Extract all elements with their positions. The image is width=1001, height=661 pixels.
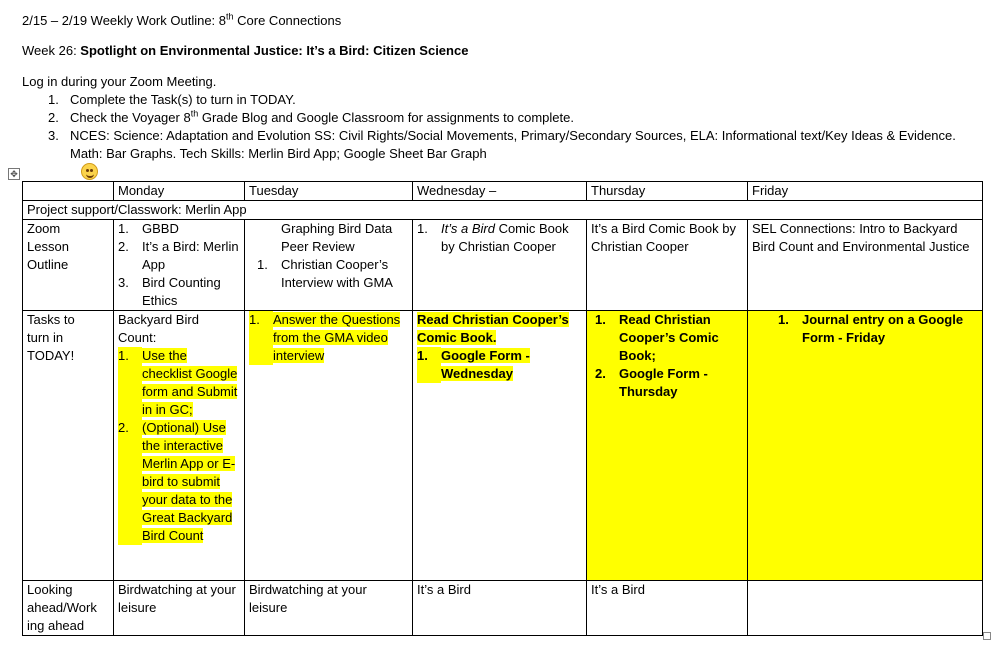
list-item: 2. (Optional) Use the interactive Merlin App or E-bird to submit your data to the Great Backyard Bird Count <box>118 420 236 543</box>
header-monday: Monday <box>114 182 245 201</box>
looking-ahead-row <box>23 581 983 636</box>
zoom-outline-row <box>23 220 983 311</box>
header-wednesday: Wednesday – <box>413 182 587 201</box>
list-item: 1. It’s a Bird Comic Book by Christian Cooper <box>417 221 569 254</box>
header-thursday: Thursday <box>587 182 748 201</box>
tasks-row <box>23 311 983 581</box>
step-1: 1. Complete the Task(s) to turn in TODAY. <box>48 92 296 107</box>
list-item: 1. GBBD <box>118 221 179 236</box>
ahead-label-cell: Looking ahead/Work ing ahead <box>23 581 114 636</box>
tasks-monday-cell: Backyard Bird Count: 1. Use the checklist Google form and Submit in in GC; 2. (Optional) Use the interactive Merlin App or E-bird to submit your data to the Great Backyard Bird Count <box>114 311 245 581</box>
week-heading: Week 26: Spotlight on Environmental Justice: It’s a Bird: Citizen Science <box>22 43 469 58</box>
table-move-handle-icon[interactable]: ✥ <box>8 168 20 180</box>
header-cell-blank <box>23 182 114 201</box>
header-row <box>23 182 983 201</box>
list-item: 1. Journal entry on a Google Form - Friday <box>778 312 964 345</box>
list-item: 1. Christian Cooper’s Interview with GMA <box>257 257 393 290</box>
zoom-monday-cell <box>114 220 245 311</box>
list-item: 3. Bird Counting Ethics <box>118 275 221 308</box>
zoom-thursday-cell: It’s a Bird Comic Book by Christian Cooper <box>587 220 748 311</box>
header-friday: Friday <box>748 182 983 201</box>
zoom-wednesday-cell <box>413 220 587 311</box>
ahead-tuesday-cell: Birdwatching at your leisure <box>245 581 413 636</box>
step-3-continued: Math: Bar Graphs. Tech Skills: Merlin Bird App; Google Sheet Bar Graph <box>70 146 487 161</box>
list-item: 1. Google Form - Wednesday <box>417 348 530 381</box>
project-support-cell: Project support/Classwork: Merlin App <box>23 201 983 220</box>
step-3: 3. NCES: Science: Adaptation and Evolution SS: Civil Rights/Social Movements, Primary/Secondary Sources, ELA: Informational text/Key Ideas & Evidence. <box>48 128 956 143</box>
ahead-wednesday-cell: It’s a Bird <box>413 581 587 636</box>
zoom-friday-cell: SEL Connections: Intro to Backyard Bird Count and Environmental Justice <box>748 220 983 311</box>
step-2: 2. Check the Voyager 8th Grade Blog and Google Classroom for assignments to complete. <box>48 108 574 125</box>
ahead-friday-cell <box>748 581 983 636</box>
list-item: 1. Use the checklist Google form and Submit in in GC; <box>118 348 238 417</box>
zoom-label-cell: Zoom Lesson Outline <box>23 220 114 311</box>
tasks-label-cell: Tasks to turn in TODAY! <box>23 311 114 581</box>
tasks-friday-cell <box>748 311 983 581</box>
document-title: 2/15 – 2/19 Weekly Work Outline: 8th Core Connections <box>22 11 342 28</box>
login-instruction: Log in during your Zoom Meeting. <box>22 74 217 89</box>
list-item: 1. Answer the Questions from the GMA video interview <box>249 312 401 363</box>
weekly-outline-table <box>22 181 983 636</box>
tasks-thursday-cell <box>587 311 748 581</box>
ahead-monday-cell: Birdwatching at your leisure <box>114 581 245 636</box>
zoom-tuesday-cell: Graphing Bird Data Peer Review 1. Christian Cooper’s Interview with GMA <box>245 220 413 311</box>
tasks-wednesday-cell: Read Christian Cooper’s Comic Book. 1. Google Form - Wednesday <box>413 311 587 581</box>
list-item: 1. Read Christian Cooper’s Comic Book; <box>595 312 719 363</box>
ahead-thursday-cell: It’s a Bird <box>587 581 748 636</box>
tasks-tuesday-cell <box>245 311 413 581</box>
project-support-row <box>23 201 983 220</box>
smiley-face-icon <box>81 163 98 180</box>
list-item: 2. It’s a Bird: Merlin App <box>118 239 239 272</box>
list-item: 2. Google Form - Thursday <box>595 366 708 399</box>
header-tuesday: Tuesday <box>245 182 413 201</box>
table-resize-handle[interactable] <box>983 632 991 640</box>
